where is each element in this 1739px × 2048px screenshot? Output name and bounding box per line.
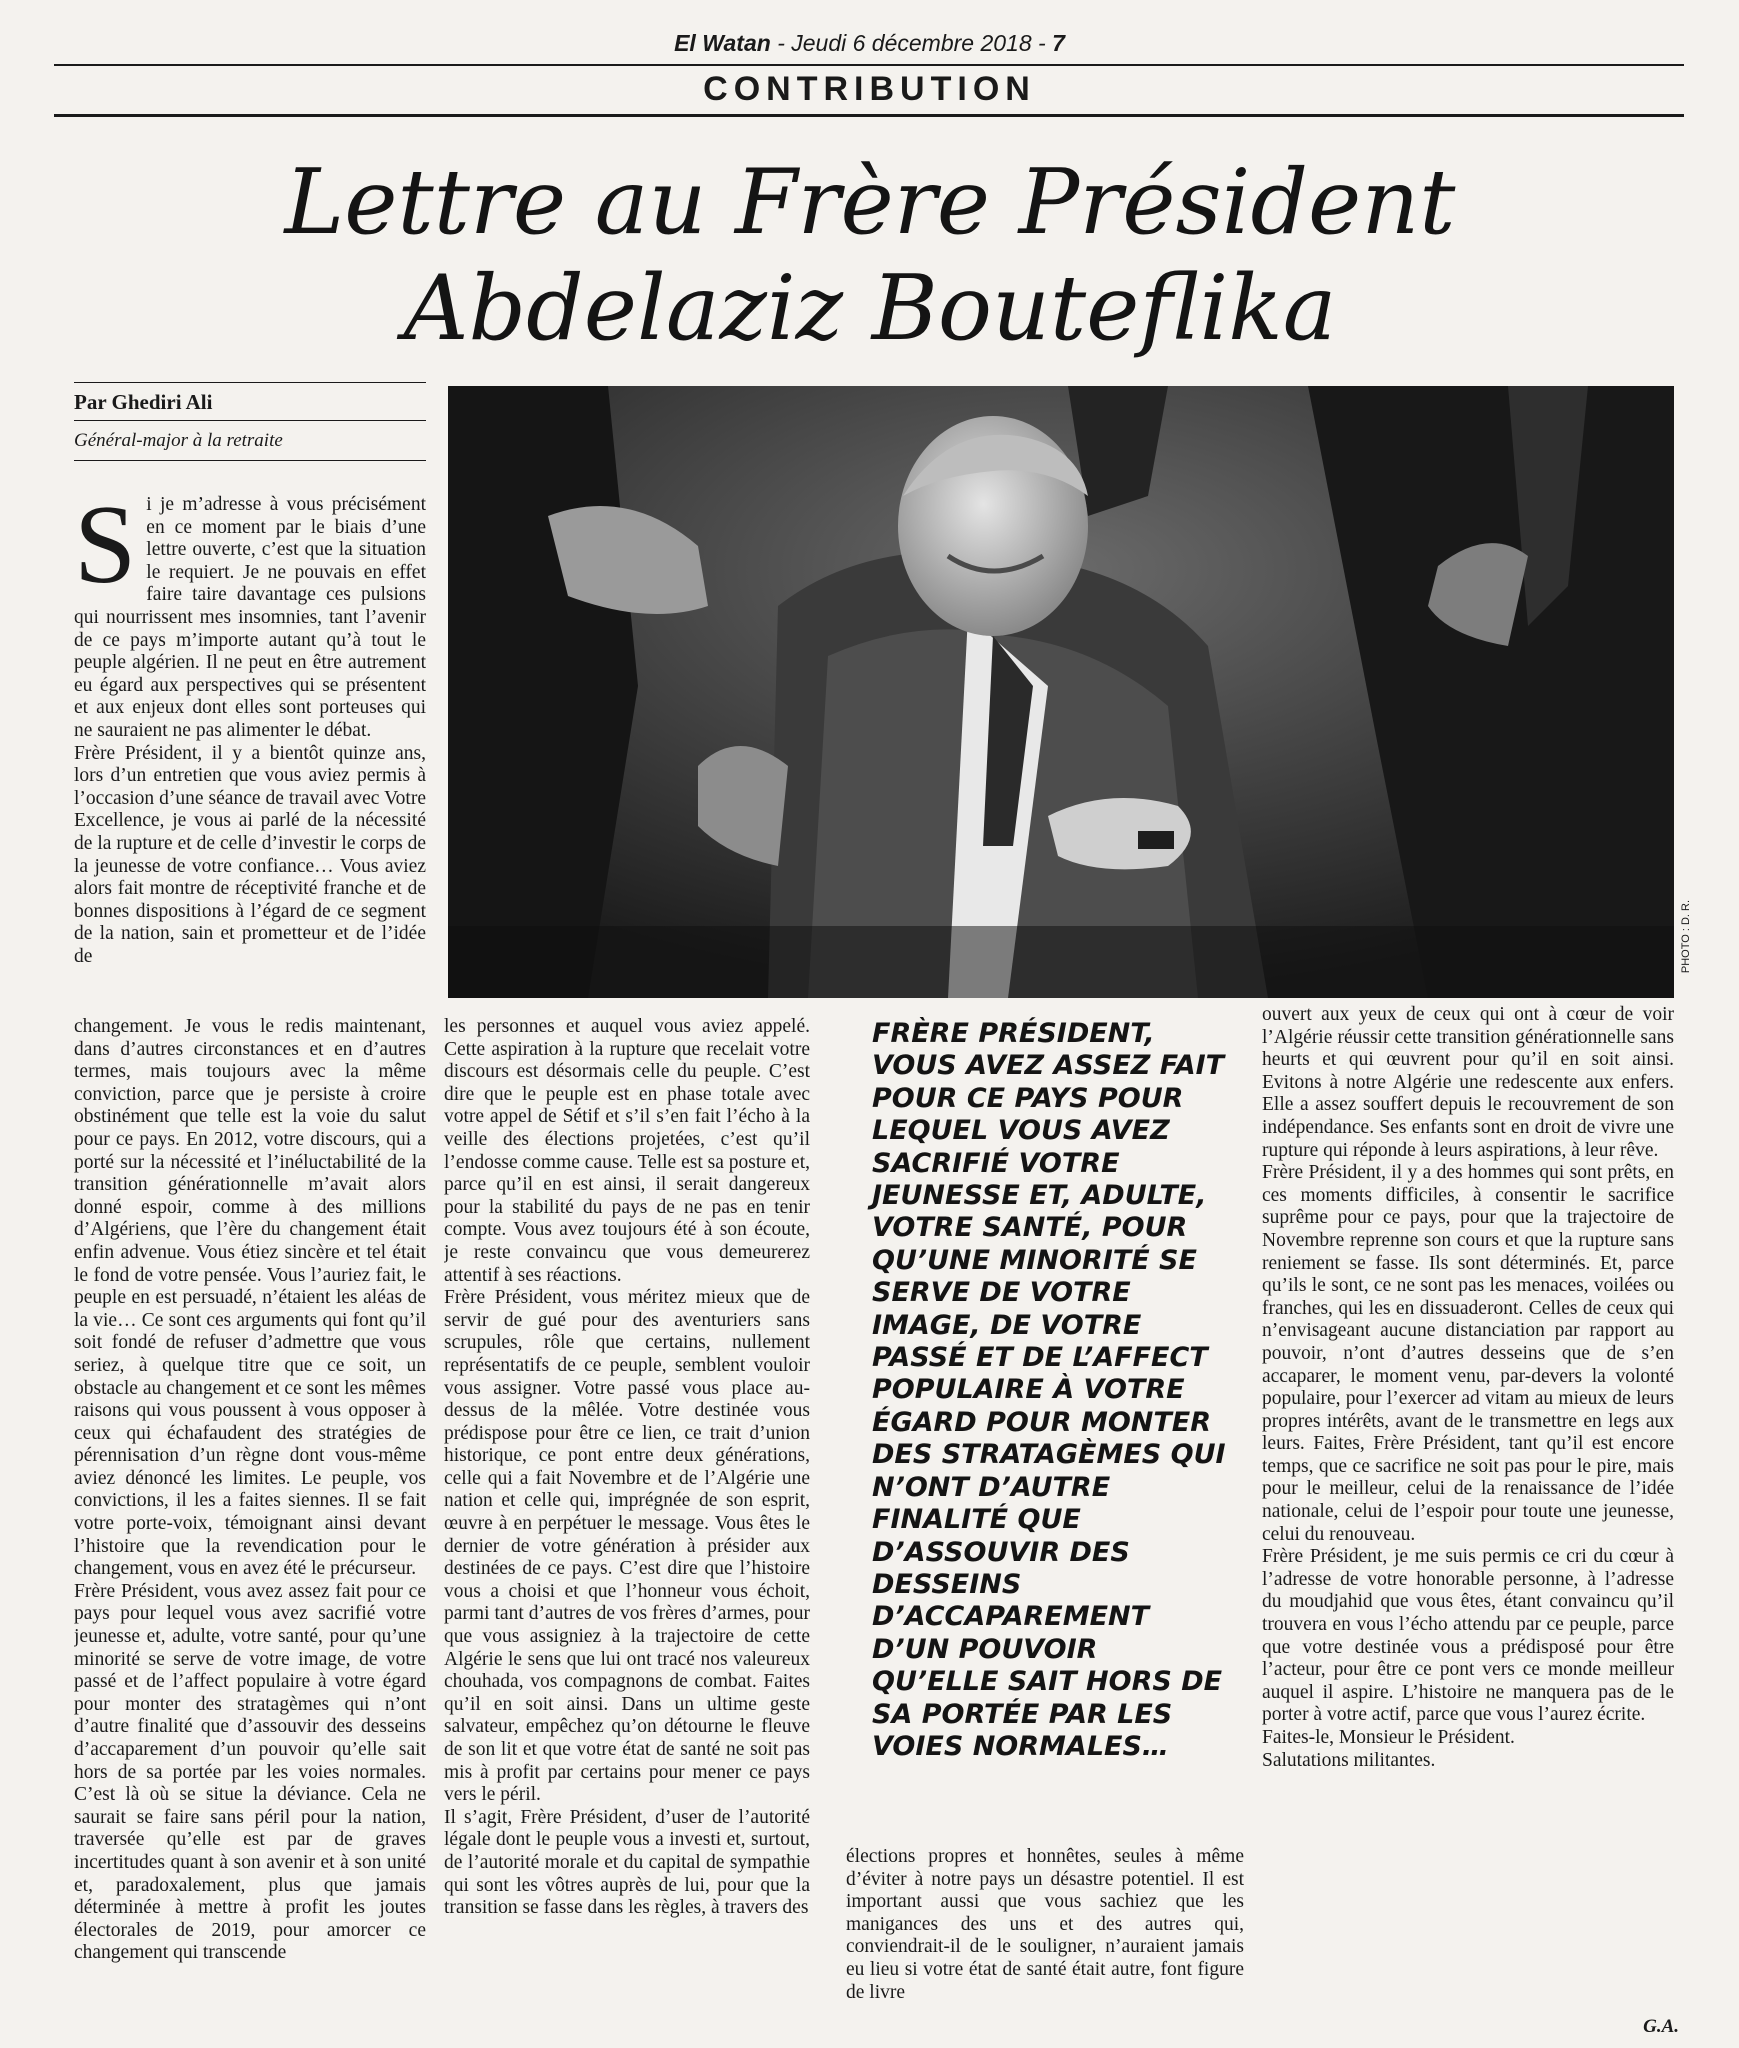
- article-paragraph: Frère Président, il y a des hommes qui sont prêts, en ces moments difficiles, à consentir le sacrifice suprême pour ce pays, pour que la trajectoire de Novembre reprenne son cours et que la rupture sans reniement se fasse. Ils sont déterminés. Et, parce qu’ils le sont, ce ne sont pas les menaces, voilées ou franches, qui les en dissuaderont. Celles de ceux qui n’envisageant aucune distanciation par rapport au pouvoir, n’ont d’autres desseins que de s’en accaparer, le moment venu, par-devers la volonté populaire, pour l’exercer ad vitam au mieux de leurs propres intérêts, avant de le transmettre en legs aux leurs. Faites, Frère Président, tant qu’il est encore temps, que ce sacrifice ne soit pas pour le pire, mais pour le meilleur, celui de la renaissance de l’idée nationale, celui de l’espoir pour toute une jeunesse, celui du renouveau.: [1262, 1162, 1674, 1545]
- article-paragraph: Frère Président, vous méritez mieux que de servir de gué pour des aventuriers sans scrupules, rôle que certains, nullement représentatifs de ce peuple, semblent vouloir vous assigner. Votre passé vous place au-dessus de la mêlée. Votre destinée vous prédispose pour être ce lien, ce trait d’union historique, ce pont entre deux générations, celle qui a fait Novembre et de l’Algérie une nation et celle qui, imprégnée de son esprit, œuvre à en perpétuer le message. Vous êtes le dernier de votre génération à présider aux destinées de ce pays. C’est dire que l’histoire vous a choisi et que l’honneur vous échoit, parmi tant d’autres de vos frères d’armes, pour que vous assigniez à la trajectoire de cette Algérie le sens que lui ont tracé nos valeureux chouhada, vos compagnons de combat. Faites qu’il en soit ainsi. Dans un ultime geste salvateur, empêchez qu’on détourne le fleuve de son lit et que votre état de santé ne soit pas mis à profit par certains pour mener ce pays vers le péril.: [444, 1287, 810, 1806]
- article-paragraph: changement. Je vous le redis maintenant, dans d’autres circonstances et en d’autres termes, mais toujours avec la même conviction, parce que je persiste à croire obstinément que telle est la voie du salut pour ce pays. En 2012, votre discours, qui a porté sur la nécessité et l’inéluctabilité de la transition générationnelle m’avait alors donné espoir, comme à des millions d’Algériens, que l’ère du changement était enfin advenue. Vous étiez sincère et tel était le fond de votre pensée. Vous l’auriez fait, le peuple en est persuadé, n’étaient les aléas de la vie… Ce sont ces arguments qui font qu’il soit fondé de refuser d’admettre que vous seriez, à quelque titre que ce soit, un obstacle au changement et ce sont les mêmes raisons qui vous poussent à vous opposer à ceux qui échafaudent des stratégies de pérennisation d’un règne dont vous-même aviez dénoncé les limites. Le peuple, vos convictions, il les a faites siennes. Il se fait votre porte-voix, témoignant ainsi devant l’histoire que la revendication pour le changement, vous en avez été le précurseur.: [74, 1016, 426, 1580]
- article-paragraph-text: i je m’adresse à vous précisément en ce moment par le biais d’une lettre ouverte, c’est que la situation le requiert. Je ne pouvais en effet faire taire davantage ces pulsions qui nourrissent mes insomnies, tant l’avenir de ce pays m’importe autant qu’à tout le peuple algérien. Il ne peut en être autrement eu égard aux perspectives qui se présentent et aux enjeux dont elles sont porteuses qui ne sauraient ne pas alimenter le débat.: [74, 494, 426, 741]
- photo-credit: PHOTO : D. R.: [1680, 900, 1692, 974]
- article-photo: [448, 386, 1674, 998]
- pull-quote: FRÈRE PRÉSIDENT, VOUS AVEZ ASSEZ FAIT POUR CE PAYS POUR LEQUEL VOUS AVEZ SACRIFIÉ VOTRE JEUNESSE ET, ADULTE, VOTRE SANTÉ, POUR QU’UNE MINORITÉ SE SERVE DE VOTRE IMAGE, DE VOTRE PASSÉ ET DE L’AFFECT POPULAIRE À VOTRE ÉGARD POUR MONTER DES STRATAGÈMES QUI N’ONT D’AUTRE FINALITÉ QUE D’ASSOUVIR DES DESSEINS D’ACCAPAREMENT D’UN POUVOIR QU’ELLE SAIT HORS DE SA PORTÉE PAR LES VOIES NORMALES…: [872, 1018, 1226, 1762]
- section-rubric: CONTRIBUTION: [703, 70, 1036, 108]
- drop-cap: S: [74, 494, 137, 607]
- article-column-3: [846, 1846, 1244, 2026]
- article-paragraph: Il s’agit, Frère Président, d’user de l’autorité légale dont le peuple vous a investi et, surtout, de l’autorité morale et du capital de sympathie qui sont les vôtres auprès de lui, pour que la transition se fasse dans les règles, à travers des: [444, 1806, 810, 1919]
- article-paragraph: [74, 494, 426, 743]
- byline-rule-top: [74, 382, 426, 383]
- headline-line-2: Abdelaziz Bouteflika: [403, 256, 1337, 361]
- article-column-4: [1262, 1004, 1674, 2014]
- article-column-1-top: [74, 494, 426, 1016]
- article-column-1: [74, 1016, 426, 2026]
- page-number: 7: [1052, 30, 1065, 56]
- headline-line-1: Lettre au Frère Président: [284, 150, 1456, 255]
- byline-rule-mid: [74, 420, 426, 421]
- byline-rule-bottom: [74, 460, 426, 461]
- article-paragraph: Frère Président, je me suis permis ce cri du cœur à l’adresse de votre honorable personne, à l’adresse du moudjahid que vous êtes, étant convaincu qu’il trouvera en vous l’écho attendu par ce peuple, parce que votre destinée vous a prédisposé pour être l’acteur, pour être ce pont vers ce monde meilleur auquel il aspire. L’histoire ne manquera pas de le porter à votre actif, parce que vous l’aurez écrite.: [1262, 1546, 1674, 1726]
- article-paragraph: élections propres et honnêtes, seules à même d’éviter à notre pays un désastre potentiel. Il est important aussi que vous sachiez que les manigances des uns et des autres qui, conviendrait-il de le souligner, n’auraient jamais eu lieu si votre état de santé était autre, font figure de livre: [846, 1846, 1244, 2003]
- folio-line: [0, 30, 1739, 57]
- rubric-rule: [54, 114, 1684, 117]
- author-initials: G.A.: [1643, 2016, 1679, 2037]
- top-rule: [54, 64, 1684, 66]
- article-paragraph: les personnes et auquel vous aviez appelé. Cette aspiration à la rupture que recelait votre discours est désormais celle du peuple. C’est dire que le peuple est en phase totale avec votre appel de Sétif et s’il s’en fait l’écho à la veille des élections projetées, c’est qu’il l’endosse comme cause. Telle est sa posture et, parce qu’il en est ainsi, il serait dangereux pour la stabilité du pays de ne pas en tenir compte. Vous avez toujours été à son écoute, je reste convaincu que vous demeurerez attentif à ses réactions.: [444, 1016, 810, 1286]
- article-paragraph: Frère Président, il y a bientôt quinze ans, lors d’un entretien que vous aviez permis à l’occasion d’une séance de travail avec Votre Excellence, je vous ai parlé de la nécessité de la rupture et de celle d’investir le corps de la jeunesse de votre confiance… Vous aviez alors fait montre de réceptivité franche et de bonnes dispositions à l’égard de ce segment de la nation, sain et prometteur et de l’idée de: [74, 742, 426, 967]
- byline-role: Général-major à la retraite: [74, 430, 283, 451]
- byline-author: Par Ghediri Ali: [74, 390, 213, 414]
- folio-date: - Jeudi 6 décembre 2018 -: [770, 30, 1053, 56]
- article-paragraph: Salutations militantes.: [1262, 1749, 1436, 1771]
- article-column-2: [444, 1016, 810, 2026]
- article-paragraph: ouvert aux yeux de ceux qui ont à cœur de voir l’Algérie réussir cette transition générationnelle sans heurts et qui œuvrent pour qu’il en soit ainsi. Evitons à notre Algérie une redescente aux enfers. Elle a assez souffert depuis le recouvrement de son indépendance. Ses enfants sont en droit de vivre une rupture qui réponde à leurs aspirations, à leur rêve.: [1262, 1004, 1674, 1161]
- article-paragraph: Faites-le, Monsieur le Président.: [1262, 1727, 1515, 1748]
- headline: [160, 150, 1580, 362]
- article-paragraph: Frère Président, vous avez assez fait pour ce pays pour lequel vous avez sacrifié votre jeunesse et, adulte, votre santé, pour qu’une minorité se serve de votre image, de votre passé et de l’affect populaire à votre égard pour monter des stratagèmes qui n’ont d’autre finalité que d’assouvir des desseins d’accaparement d’un pouvoir qu’elle sait hors de sa portée par les voies normales. C’est là où se situe la déviance. Cela ne saurait se faire sans péril pour la nation, traversée qu’elle est par de graves incertitudes quant à son avenir et à son unité et, paradoxalement, plus que jamais déterminée à mettre à profit les joutes électorales de 2019, pour amorcer ce changement qui transcende: [74, 1580, 426, 1964]
- photo-illustration: [448, 386, 1674, 998]
- newspaper-name: El Watan: [674, 30, 771, 56]
